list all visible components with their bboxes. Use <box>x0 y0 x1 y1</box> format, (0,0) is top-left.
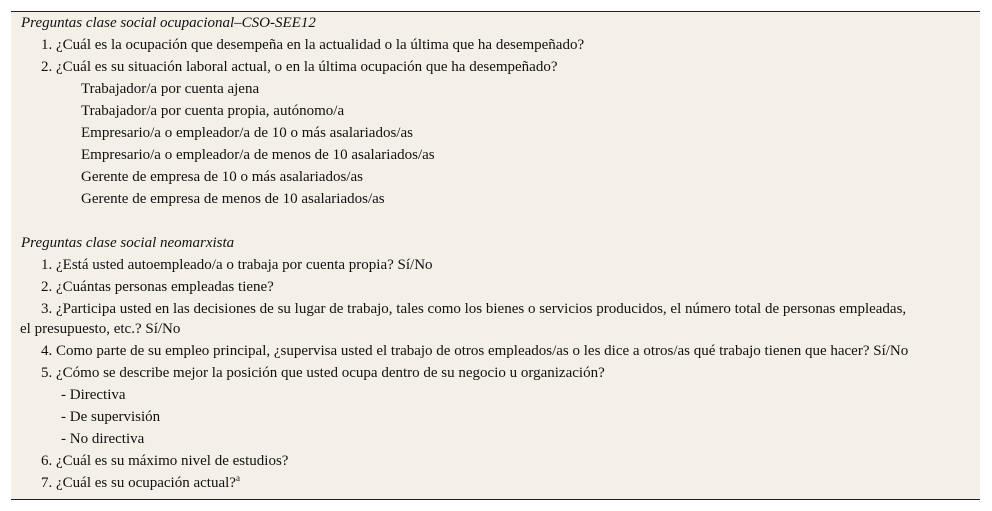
section2-question-7-text: 7. ¿Cuál es su ocupación actual? <box>41 475 236 491</box>
section2-question-5: 5. ¿Cómo se describe mejor la posición que usted ocupa dentro de su negocio u organización? <box>41 365 605 381</box>
footnote-marker: a <box>235 473 240 483</box>
section2-q5-option: - De supervisión <box>61 409 161 425</box>
section1-option: Gerente de empresa de menos de 10 asalariados/as <box>81 191 385 207</box>
section2-heading: Preguntas clase social neomarxista <box>21 235 235 251</box>
section2-q5-option: - No directiva <box>61 431 145 447</box>
section1-option: Empresario/a o empleador/a de menos de 10 asalariados/as <box>81 147 435 163</box>
section1-option: Gerente de empresa de 10 o más asalariados/as <box>81 169 363 185</box>
section1-option: Trabajador/a por cuenta ajena <box>81 81 260 97</box>
section2-question-3: 3. ¿Participa usted en las decisiones de su lugar de trabajo, tales como los bienes o servicios producidos, el número total de personas empleadas, <box>41 301 907 317</box>
section2-q5-option: - Directiva <box>61 387 126 403</box>
questions-table <box>11 11 980 500</box>
section2-question-1: 1. ¿Está usted autoempleado/a o trabaja por cuenta propia? Sí/No <box>41 257 433 273</box>
section1-option: Trabajador/a por cuenta propia, autónomo/a <box>81 103 345 119</box>
section1-question-1: 1. ¿Cuál es la ocupación que desempeña en la actualidad o la última que ha desempeñado? <box>41 37 585 53</box>
section1-heading: Preguntas clase social ocupacional–CSO-SEE12 <box>21 15 316 31</box>
section1-question-2: 2. ¿Cuál es su situación laboral actual, o en la última ocupación que ha desempeñado? <box>41 59 558 75</box>
section2-question-7 <box>41 474 240 492</box>
section2-question-6: 6. ¿Cuál es su máximo nivel de estudios? <box>41 453 289 469</box>
section2-question-2: 2. ¿Cuántas personas empleadas tiene? <box>41 279 274 295</box>
section1-option: Empresario/a o empleador/a de 10 o más asalariados/as <box>81 125 413 141</box>
section2-question-3-cont: el presupuesto, etc.? Sí/No <box>20 321 181 337</box>
section2-question-4: 4. Como parte de su empleo principal, ¿supervisa usted el trabajo de otros empleados/as o les dice a otros/as qué trabajo tienen que hacer? Sí/No <box>41 343 909 359</box>
